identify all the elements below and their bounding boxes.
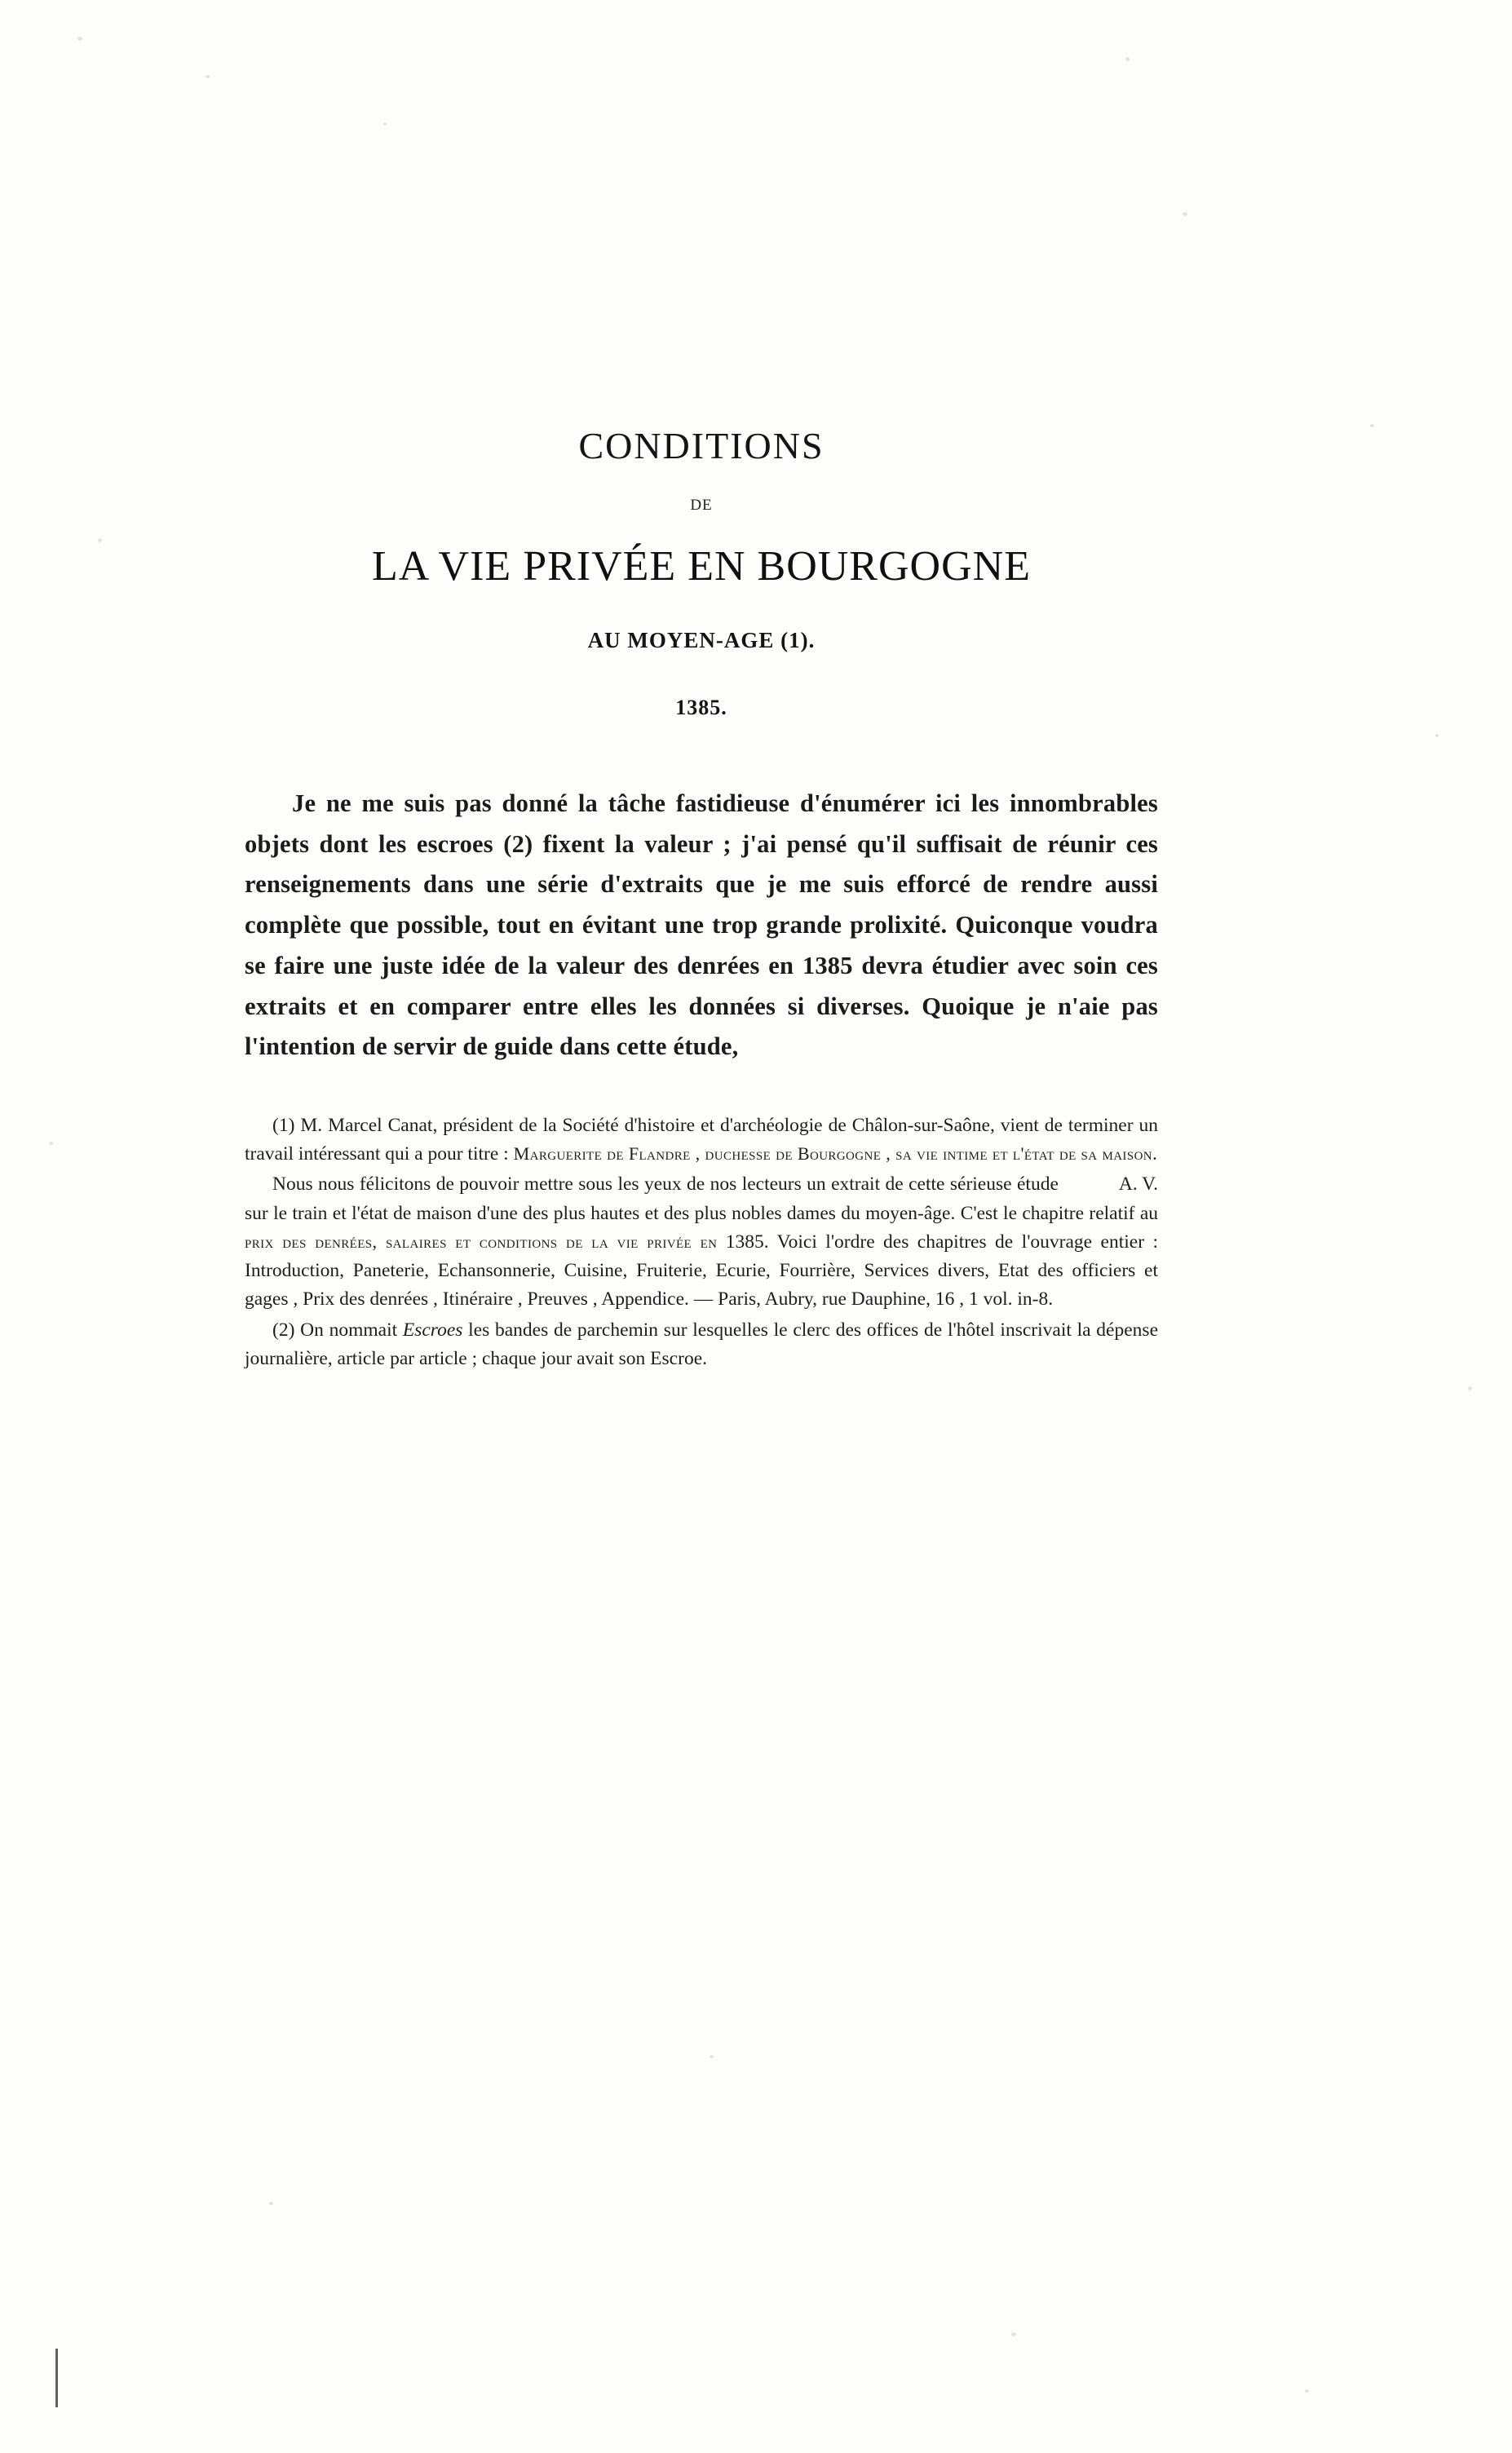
title-connector-de: DE (690, 497, 713, 514)
scan-speckle (1125, 57, 1130, 61)
scan-speckle (383, 122, 387, 126)
footnote-1-text-b: . (1152, 1143, 1157, 1165)
footnote-1-text-a: (1) M. Marcel Canat, président de la Société d'histoire et d'archéologie de Châlon-sur-Saône, vient de terminer un travail intéressant qui a pour titre : (245, 1114, 1158, 1165)
footnote-1-paragraph-1 (245, 1112, 1158, 1169)
footnote-1-paragraph-2 (245, 1170, 1158, 1314)
scan-speckle (710, 2055, 714, 2058)
scan-speckle (98, 538, 102, 542)
footnote-2-paragraph (245, 1316, 1158, 1374)
footnote-1-text-c: Nous nous félicitons de pouvoir mettre sous les yeux de nos lecteurs un extrait de cette sérieuse étude sur le train et l'état de maison d'une des plus hautes et des plus nobles dames du moyen-âge. C'est le chapitre relatif au (245, 1173, 1158, 1224)
scan-speckle (1183, 212, 1187, 216)
footnote-2-text-b: les bandes de parchemin sur lesquelles le clerc des offices de l'hôtel inscrivait la dépense journalière, article par article ; chaque jour avait son Escroe. (245, 1319, 1158, 1369)
page-edge-mark (55, 2349, 58, 2407)
scan-speckle (1370, 424, 1374, 427)
page-subtitle-era: AU MOYEN-AGE (1). (587, 628, 816, 652)
footnote-2-text-a: (2) On nommait (272, 1319, 403, 1341)
scan-speckle (1435, 734, 1439, 737)
footnote-1-text-d: 1385. Voici l'ordre des chapitres de l'ouvrage entier : Introduction, Paneterie, Echansonnerie, Cuisine, Fruiterie, Ecurie, Fourrière, Services divers, Etat des officiers et gages , Prix des denrées , Itinéraire , Preuves , Appendice. — Paris, Aubry, rue Dauphine, 16 , 1 vol. in-8. (245, 1231, 1158, 1310)
body-paragraph-text: Je ne me suis pas donné la tâche fastidieuse d'énumérer ici les innombrables objets dont les escroes (2) fixent la valeur ; j'ai pensé qu'il suffisait de réunir ces renseignements dans une série d'extraits que je me suis efforcé de rendre aussi complète que possible, tout en évitant une trop grande prolixité. Quiconque voudra se faire une juste idée de la valeur des denrées en 1385 devra étudier avec soin ces extraits et en comparer entre elles les données si diverses. Quoique je n'aie pas l'intention de servir de guide dans cette étude, (245, 789, 1158, 1061)
page-year: 1385. (675, 696, 727, 719)
page-subtitle: LA VIE PRIVÉE EN BOURGOGNE (372, 543, 1031, 590)
scan-speckle (1468, 1386, 1472, 1390)
footnote-1-chapter-title: prix des denrées, salaires et conditions de la vie privée en (245, 1231, 718, 1252)
page-title: CONDITIONS (578, 425, 825, 466)
footnotes-block (245, 1112, 1158, 1373)
scan-speckle (206, 75, 210, 78)
footnote-2-term: Escroes (402, 1319, 463, 1341)
scan-speckle (269, 2202, 273, 2205)
scan-speckle (1305, 2389, 1309, 2393)
scan-speckle (1011, 2332, 1016, 2336)
footnote-signature: A. V. (1118, 1173, 1158, 1196)
scan-speckle (77, 37, 82, 41)
page-content (245, 424, 1158, 1375)
footnote-1-work-title: Marguerite de Flandre , duchesse de Bourgogne , sa vie intime et l'état de sa maison (513, 1143, 1153, 1165)
body-paragraph (245, 784, 1158, 1067)
scan-speckle (49, 1142, 53, 1145)
